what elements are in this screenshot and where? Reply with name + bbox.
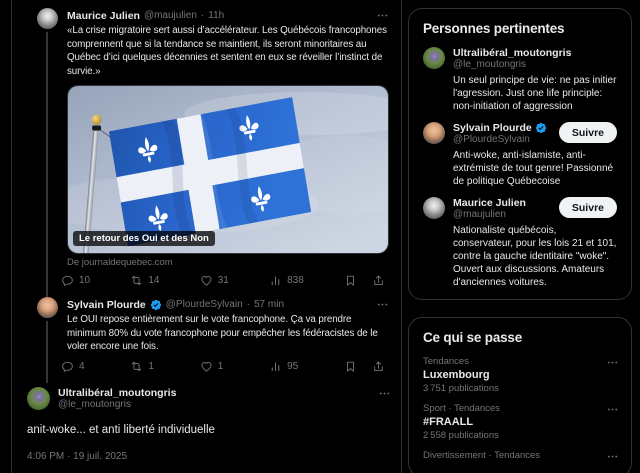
reply-icon	[61, 274, 74, 287]
tweet-text: «La crise migratoire sert aussi d’accélérateur. Les Québécois francophones comprennent que si la tendance se maintient, ils seront minoritaires au Québec d’ici quelques décennies et sentent en eux se réveiller l’instinct de survie.»	[67, 25, 387, 77]
main-column	[11, 0, 402, 473]
views-icon	[269, 360, 282, 373]
reply-button[interactable]	[61, 360, 85, 373]
repost-count: 1	[148, 360, 154, 372]
person-handle[interactable]: @le_moutongris	[453, 59, 526, 70]
trend-category: Tendances	[423, 356, 469, 367]
tweet-gutter	[27, 8, 67, 297]
repost-button[interactable]	[130, 274, 159, 287]
reply-count: 10	[79, 275, 91, 286]
person-name[interactable]: Ultralibéral_moutongris	[453, 47, 572, 59]
views-count: 838	[287, 275, 304, 286]
follow-button[interactable]: Suivre	[559, 197, 617, 218]
person-handle[interactable]: @PlourdeSylvain	[453, 134, 530, 145]
image-caption-chip[interactable]: Le retour des Oui et des Non	[73, 231, 215, 246]
trend-category: Sport · Tendances	[423, 403, 500, 414]
like-button[interactable]	[200, 274, 229, 287]
repost-count: 14	[148, 275, 160, 286]
like-count: 31	[217, 275, 229, 286]
bookmark-icon	[344, 360, 357, 373]
tweet-maurice-julien[interactable]	[12, 0, 401, 297]
quebec-flag-photo	[68, 86, 388, 253]
like-count: 1	[217, 360, 224, 372]
tweet-author-name[interactable]: Sylvain Plourde	[67, 298, 146, 311]
relevant-people-title: Personnes pertinentes	[423, 21, 565, 36]
person-bio: Un seul principe de vie: ne pas initier l'agression. Just one life principle: non-initiation of aggression	[453, 75, 617, 112]
person-name[interactable]: Maurice Julien	[453, 197, 526, 209]
thread-connector-line	[46, 321, 48, 383]
thread-connector-line	[46, 32, 48, 297]
person-name[interactable]: Sylvain Plourde	[453, 122, 532, 134]
avatar-maurice-julien[interactable]	[37, 8, 58, 29]
more-icon[interactable]	[606, 356, 619, 369]
like-button[interactable]	[200, 360, 224, 373]
tweet-timestamp[interactable]: 57 min	[253, 299, 284, 310]
reply-button[interactable]	[61, 274, 90, 287]
avatar-ultraliberal-moutongris[interactable]	[423, 47, 445, 69]
heart-icon	[200, 274, 213, 287]
tweet-author-name[interactable]: Maurice Julien	[67, 9, 140, 22]
tweet-timestamp[interactable]: 11h	[208, 10, 225, 21]
follow-button[interactable]: Suivre	[559, 122, 617, 143]
relevant-people-card	[408, 8, 632, 300]
trend-divertissement[interactable]	[409, 441, 631, 461]
tweet-author-name[interactable]: Ultralibéral_moutongris	[58, 386, 177, 399]
tweet-action-bar	[61, 274, 385, 287]
views-count: 95	[287, 360, 299, 372]
trend-category: Divertissement · Tendances	[423, 450, 541, 461]
person-row-sylvain-plourde[interactable]	[409, 113, 631, 188]
more-icon[interactable]	[376, 9, 389, 22]
person-bio: Anti-woke, anti-islamiste, anti-extrémiste de tout genre! Passionné de politique Québecoise	[453, 150, 614, 187]
tweet-text: anit-woke... et anti liberté individuelle	[27, 423, 215, 436]
share-button[interactable]	[372, 360, 385, 373]
avatar-sylvain-plourde[interactable]	[423, 122, 445, 144]
tweet-ultraliberal-moutongris[interactable]	[12, 383, 401, 411]
repost-button[interactable]	[130, 360, 154, 373]
tweet-meta-dot: ·	[246, 299, 250, 310]
whats-happening-title: Ce qui se passe	[423, 330, 523, 345]
share-icon	[372, 274, 385, 287]
trend-topic: #FRAALL	[423, 416, 474, 428]
tweet-timestamp[interactable]: 4:06 PM · 19 juil. 2025	[27, 450, 128, 462]
repost-icon	[130, 360, 143, 373]
tweet-action-bar	[61, 360, 385, 373]
repost-icon	[130, 274, 143, 287]
whats-happening-card	[408, 317, 632, 473]
avatar-ultraliberal-moutongris[interactable]	[27, 387, 50, 410]
tweet-sylvain-plourde[interactable]	[12, 297, 401, 383]
tweet-image-quebec-flag[interactable]	[67, 85, 389, 254]
reply-icon	[61, 360, 74, 373]
more-icon[interactable]	[378, 387, 391, 400]
more-icon[interactable]	[376, 298, 389, 311]
person-bio: Nationaliste québécois, conservateur, pour les lois 21 et 101, contre la gauche identitaire "woke". Ouvert aux discussions. Amateurs d'anciennes voitures.	[453, 225, 617, 288]
views-button[interactable]	[269, 360, 298, 373]
tweet-author-handle[interactable]: @maujulien	[143, 10, 197, 21]
image-source-link[interactable]: De journaldequebec.com	[67, 257, 173, 268]
share-icon	[372, 360, 385, 373]
trend-count: 3 751 publications	[423, 383, 499, 394]
right-sidebar	[408, 0, 632, 473]
views-button[interactable]	[269, 274, 304, 287]
person-row-maurice-julien[interactable]	[409, 188, 631, 289]
tweet-author-handle[interactable]: @PlourdeSylvain	[165, 299, 243, 310]
verified-badge-icon	[150, 299, 162, 311]
more-icon[interactable]	[606, 450, 619, 463]
trend-luxembourg[interactable]	[409, 347, 631, 394]
trend-fraall[interactable]	[409, 394, 631, 441]
tweet-meta-dot: ·	[200, 10, 205, 21]
trend-count: 2 558 publications	[423, 430, 499, 441]
share-button[interactable]	[372, 274, 385, 287]
verified-badge-icon	[535, 122, 547, 134]
person-row-ultraliberal-moutongris[interactable]	[409, 38, 631, 113]
trend-topic: Luxembourg	[423, 369, 490, 381]
bookmark-icon	[344, 274, 357, 287]
tweet-text: Le OUI repose entièrement sur le vote francophone. Ça va prendre minimum 80% du vote francophone pour empêcher les fédéracistes de le voler encore une fois.	[67, 314, 378, 352]
heart-icon	[200, 360, 213, 373]
bookmark-button[interactable]	[344, 274, 357, 287]
avatar-sylvain-plourde[interactable]	[37, 297, 58, 318]
bookmark-button[interactable]	[344, 360, 357, 373]
more-icon[interactable]	[606, 403, 619, 416]
avatar-maurice-julien[interactable]	[423, 197, 445, 219]
tweet-author-handle[interactable]: @le_moutongris	[58, 399, 131, 410]
reply-count: 4	[79, 360, 85, 372]
person-handle[interactable]: @maujulien	[453, 209, 506, 220]
views-icon	[269, 274, 282, 287]
